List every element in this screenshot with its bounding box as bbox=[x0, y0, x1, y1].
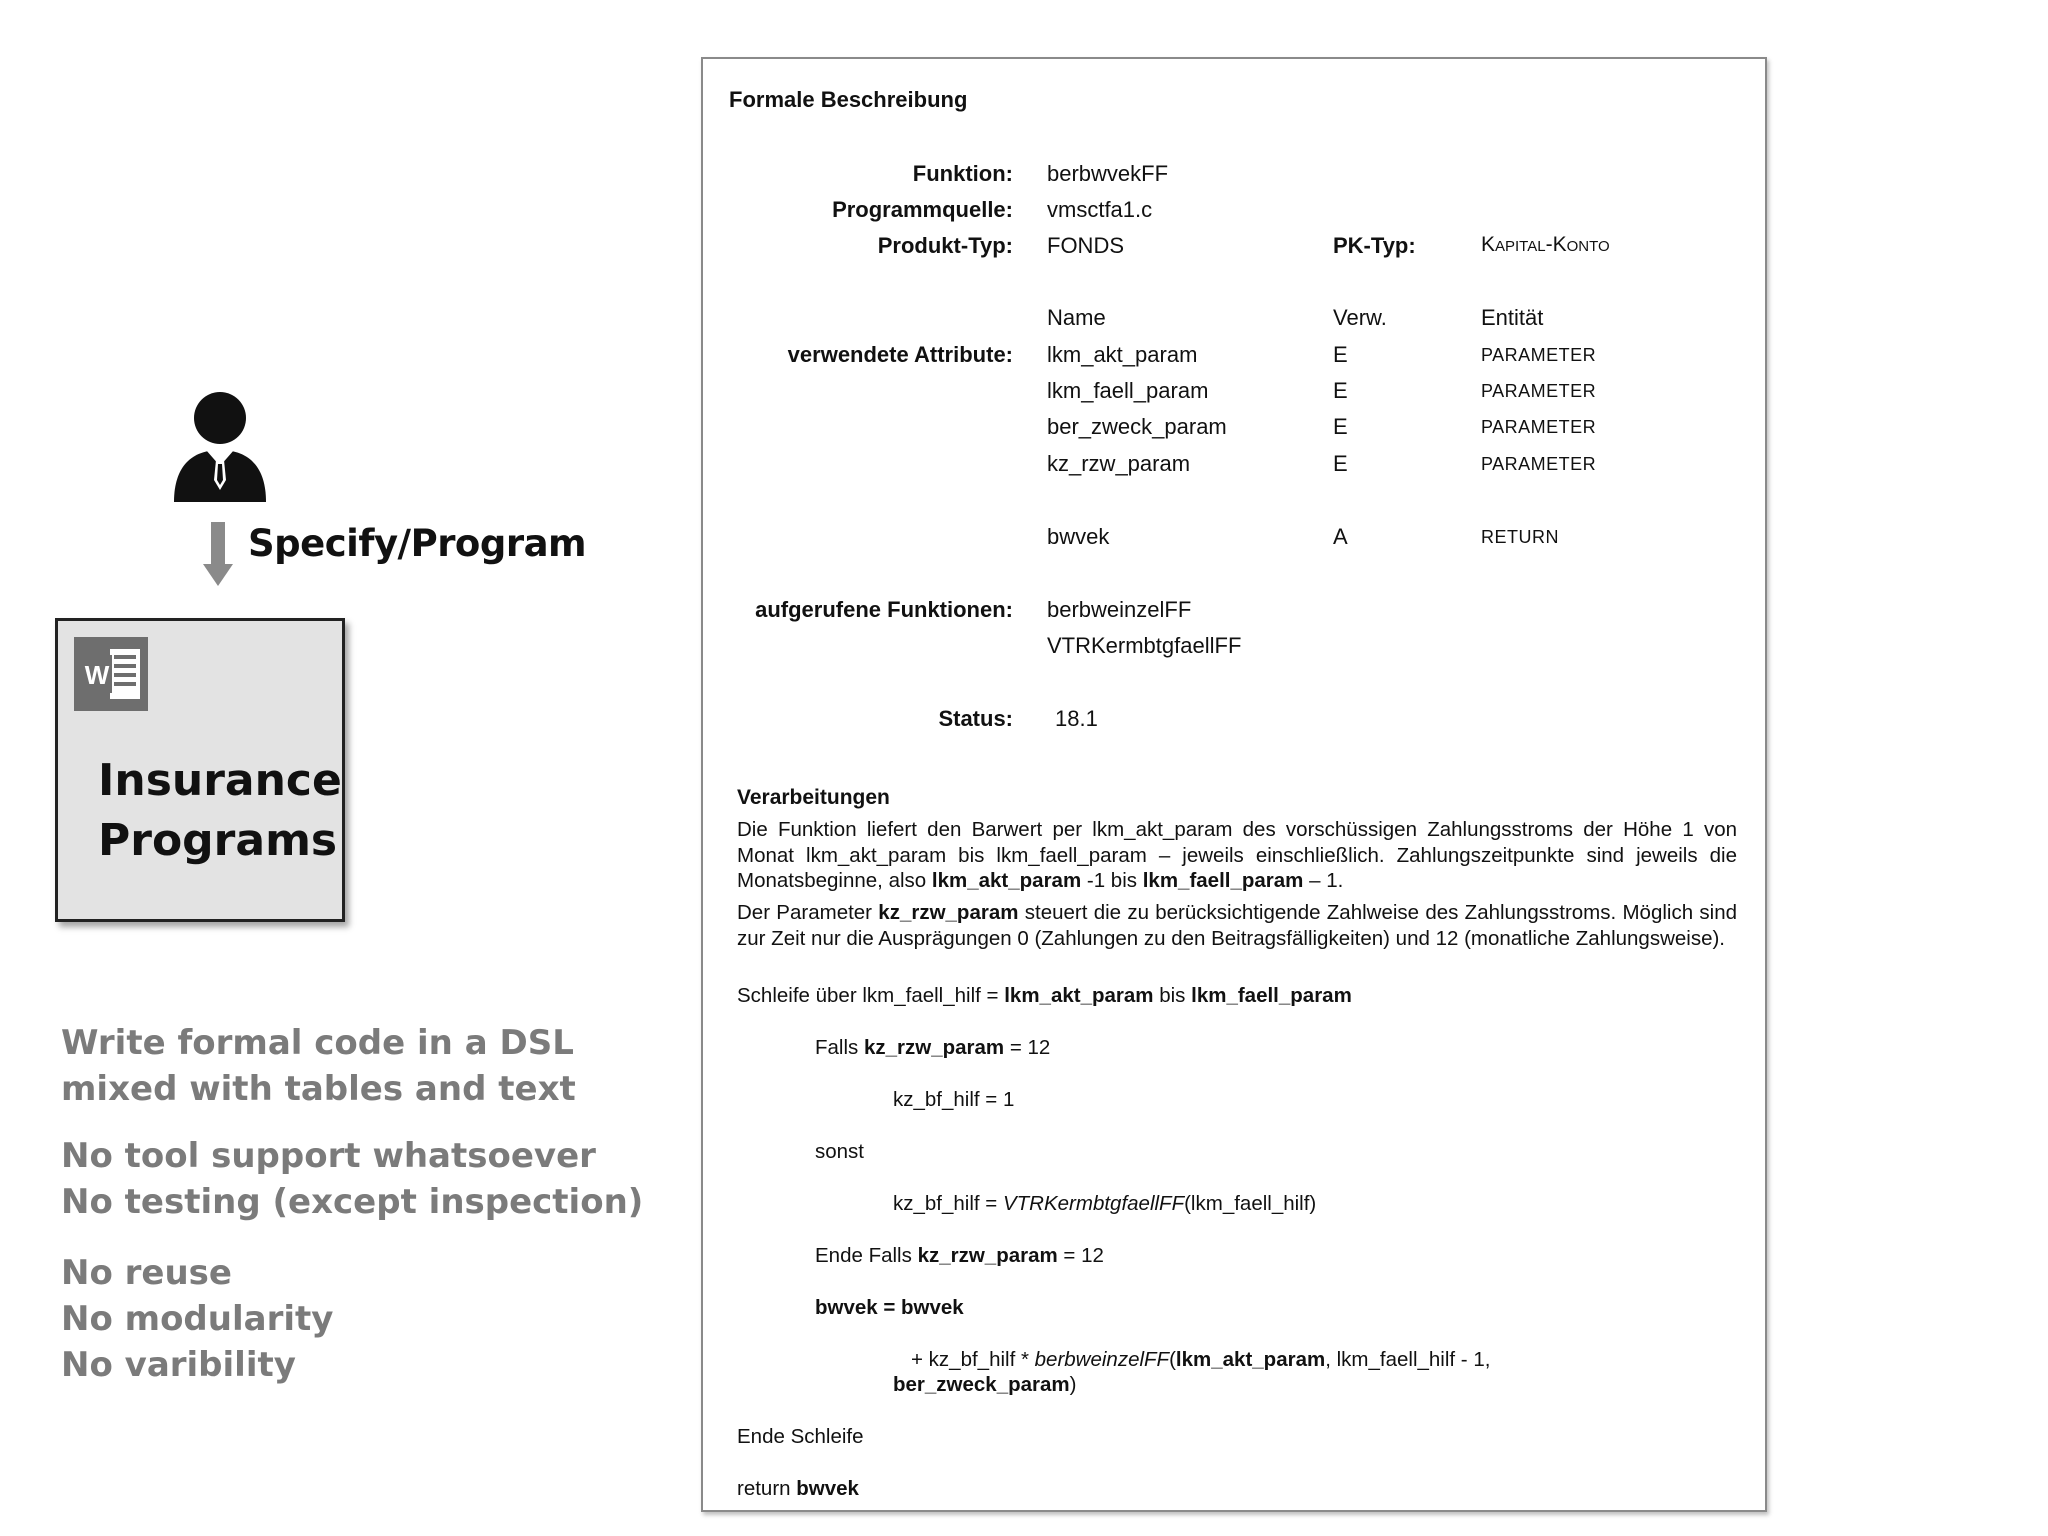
note-line: No varibility bbox=[61, 1345, 296, 1385]
assign-line: kz_bf_hilf = 1 bbox=[893, 1088, 1015, 1111]
programmquelle-label: Programmquelle: bbox=[832, 197, 1013, 222]
aufgerufene-label: aufgerufene Funktionen: bbox=[755, 597, 1013, 622]
parameter-paragraph: Der Parameter kz_rzw_param steuert die zu berücksichtigende Zahlweise des Zahlungsstroms. Möglich sind zur Zeit nur die Ausprägungen 0 (Zahlungen zu den Beitragsfälligkeiten) und 12 (monatliche Zahlungsweise). bbox=[737, 901, 1737, 950]
box-title bbox=[98, 751, 342, 871]
note-line: No tool support whatsoever bbox=[61, 1136, 596, 1176]
attribute-verw: A bbox=[1333, 524, 1348, 549]
note-group-reuse bbox=[61, 1250, 333, 1388]
ende-schleife-line: Ende Schleife bbox=[737, 1425, 864, 1448]
sum-line: + kz_bf_hilf * berbweinzelFF(lkm_akt_param, lkm_faell_hilf - 1, bbox=[911, 1348, 1491, 1371]
attribute-verw: E bbox=[1333, 378, 1348, 403]
loop-line: Schleife über lkm_faell_hilf = lkm_akt_param bis lkm_faell_param bbox=[737, 984, 1352, 1007]
status-value: 18.1 bbox=[1055, 706, 1098, 731]
doc-heading: Formale Beschreibung bbox=[729, 87, 968, 112]
attribute-verw: E bbox=[1333, 414, 1348, 439]
attribute-name: lkm_faell_param bbox=[1047, 378, 1209, 403]
falls-line: Falls kz_rzw_param = 12 bbox=[815, 1036, 1051, 1059]
arrow-down-icon bbox=[201, 522, 235, 588]
attr-header-verw: Verw. bbox=[1333, 305, 1387, 330]
attribute-entitaet: PARAMETER bbox=[1481, 454, 1597, 474]
business-person-icon bbox=[170, 390, 270, 502]
note-line: Write formal code in a DSL bbox=[61, 1023, 574, 1063]
assign-line: kz_bf_hilf = VTRKermbtgfaellFF(lkm_faell_hilf) bbox=[893, 1192, 1317, 1215]
called-function: berbweinzelFF bbox=[1047, 597, 1192, 622]
funktion-value: berbwvekFF bbox=[1047, 161, 1169, 186]
attribute-name: kz_rzw_param bbox=[1047, 451, 1191, 476]
attribute-verw: E bbox=[1333, 451, 1348, 476]
sum-line-continued: ber_zweck_param) bbox=[893, 1373, 1077, 1396]
pk-typ-label: PK-Typ: bbox=[1333, 233, 1416, 258]
attribute-name: ber_zweck_param bbox=[1047, 414, 1227, 439]
word-document-icon bbox=[74, 637, 148, 711]
specification-document bbox=[701, 57, 1767, 1512]
note-line: mixed with tables and text bbox=[61, 1069, 576, 1109]
produkt-typ-label: Produkt-Typ: bbox=[877, 233, 1013, 258]
verarbeitungen-heading: Verarbeitungen bbox=[737, 786, 890, 809]
funktion-label: Funktion: bbox=[912, 161, 1013, 186]
attribute-name: bwvek bbox=[1047, 524, 1110, 549]
note-line: No reuse bbox=[61, 1253, 232, 1293]
note-line: No testing (except inspection) bbox=[61, 1182, 644, 1222]
box-title-line: Insurance bbox=[98, 755, 342, 806]
specify-program-label: Specify/Program bbox=[248, 522, 587, 565]
programmquelle-value: vmsctfa1.c bbox=[1047, 197, 1153, 222]
pk-typ-value: Kapital-Konto bbox=[1481, 233, 1610, 256]
bwvek-line: bwvek = bwvek bbox=[815, 1296, 964, 1319]
sonst-line: sonst bbox=[815, 1140, 864, 1163]
word-icon-letter: W bbox=[84, 660, 110, 690]
insurance-programs-box bbox=[55, 618, 345, 922]
note-line: No modularity bbox=[61, 1299, 334, 1339]
attribute-entitaet: PARAMETER bbox=[1481, 417, 1597, 437]
box-title-line: Programs bbox=[98, 815, 338, 866]
description-paragraph: Die Funktion liefert den Barwert per lkm_akt_param des vorschüssigen Zahlungsstroms der Höhe 1 von Monat lkm_akt_param bis lkm_faell_param – jeweils einschließlich. Zahlungszeitpunkte sind jeweils die Monatsbeginne, also lkm_akt_param -1 bis lkm_faell_param – 1. bbox=[737, 818, 1737, 892]
note-group-dsl bbox=[61, 1020, 576, 1112]
return-line: return bwvek bbox=[737, 1477, 859, 1500]
ende-falls-line: Ende Falls kz_rzw_param = 12 bbox=[815, 1244, 1104, 1267]
attribute-verw: E bbox=[1333, 342, 1348, 367]
attribute-entitaet: PARAMETER bbox=[1481, 381, 1597, 401]
attribute-entitaet: PARAMETER bbox=[1481, 345, 1597, 365]
attr-header-entitaet: Entität bbox=[1481, 305, 1544, 330]
status-label: Status: bbox=[938, 706, 1013, 731]
attribute-entitaet: RETURN bbox=[1481, 527, 1559, 547]
attributes-label: verwendete Attribute: bbox=[787, 342, 1013, 367]
produkt-typ-value: FONDS bbox=[1047, 233, 1124, 258]
attribute-name: lkm_akt_param bbox=[1047, 342, 1198, 367]
called-function: VTRKermbtgfaellFF bbox=[1047, 633, 1242, 658]
attr-header-name: Name bbox=[1047, 305, 1106, 330]
note-group-tooling bbox=[61, 1133, 643, 1225]
